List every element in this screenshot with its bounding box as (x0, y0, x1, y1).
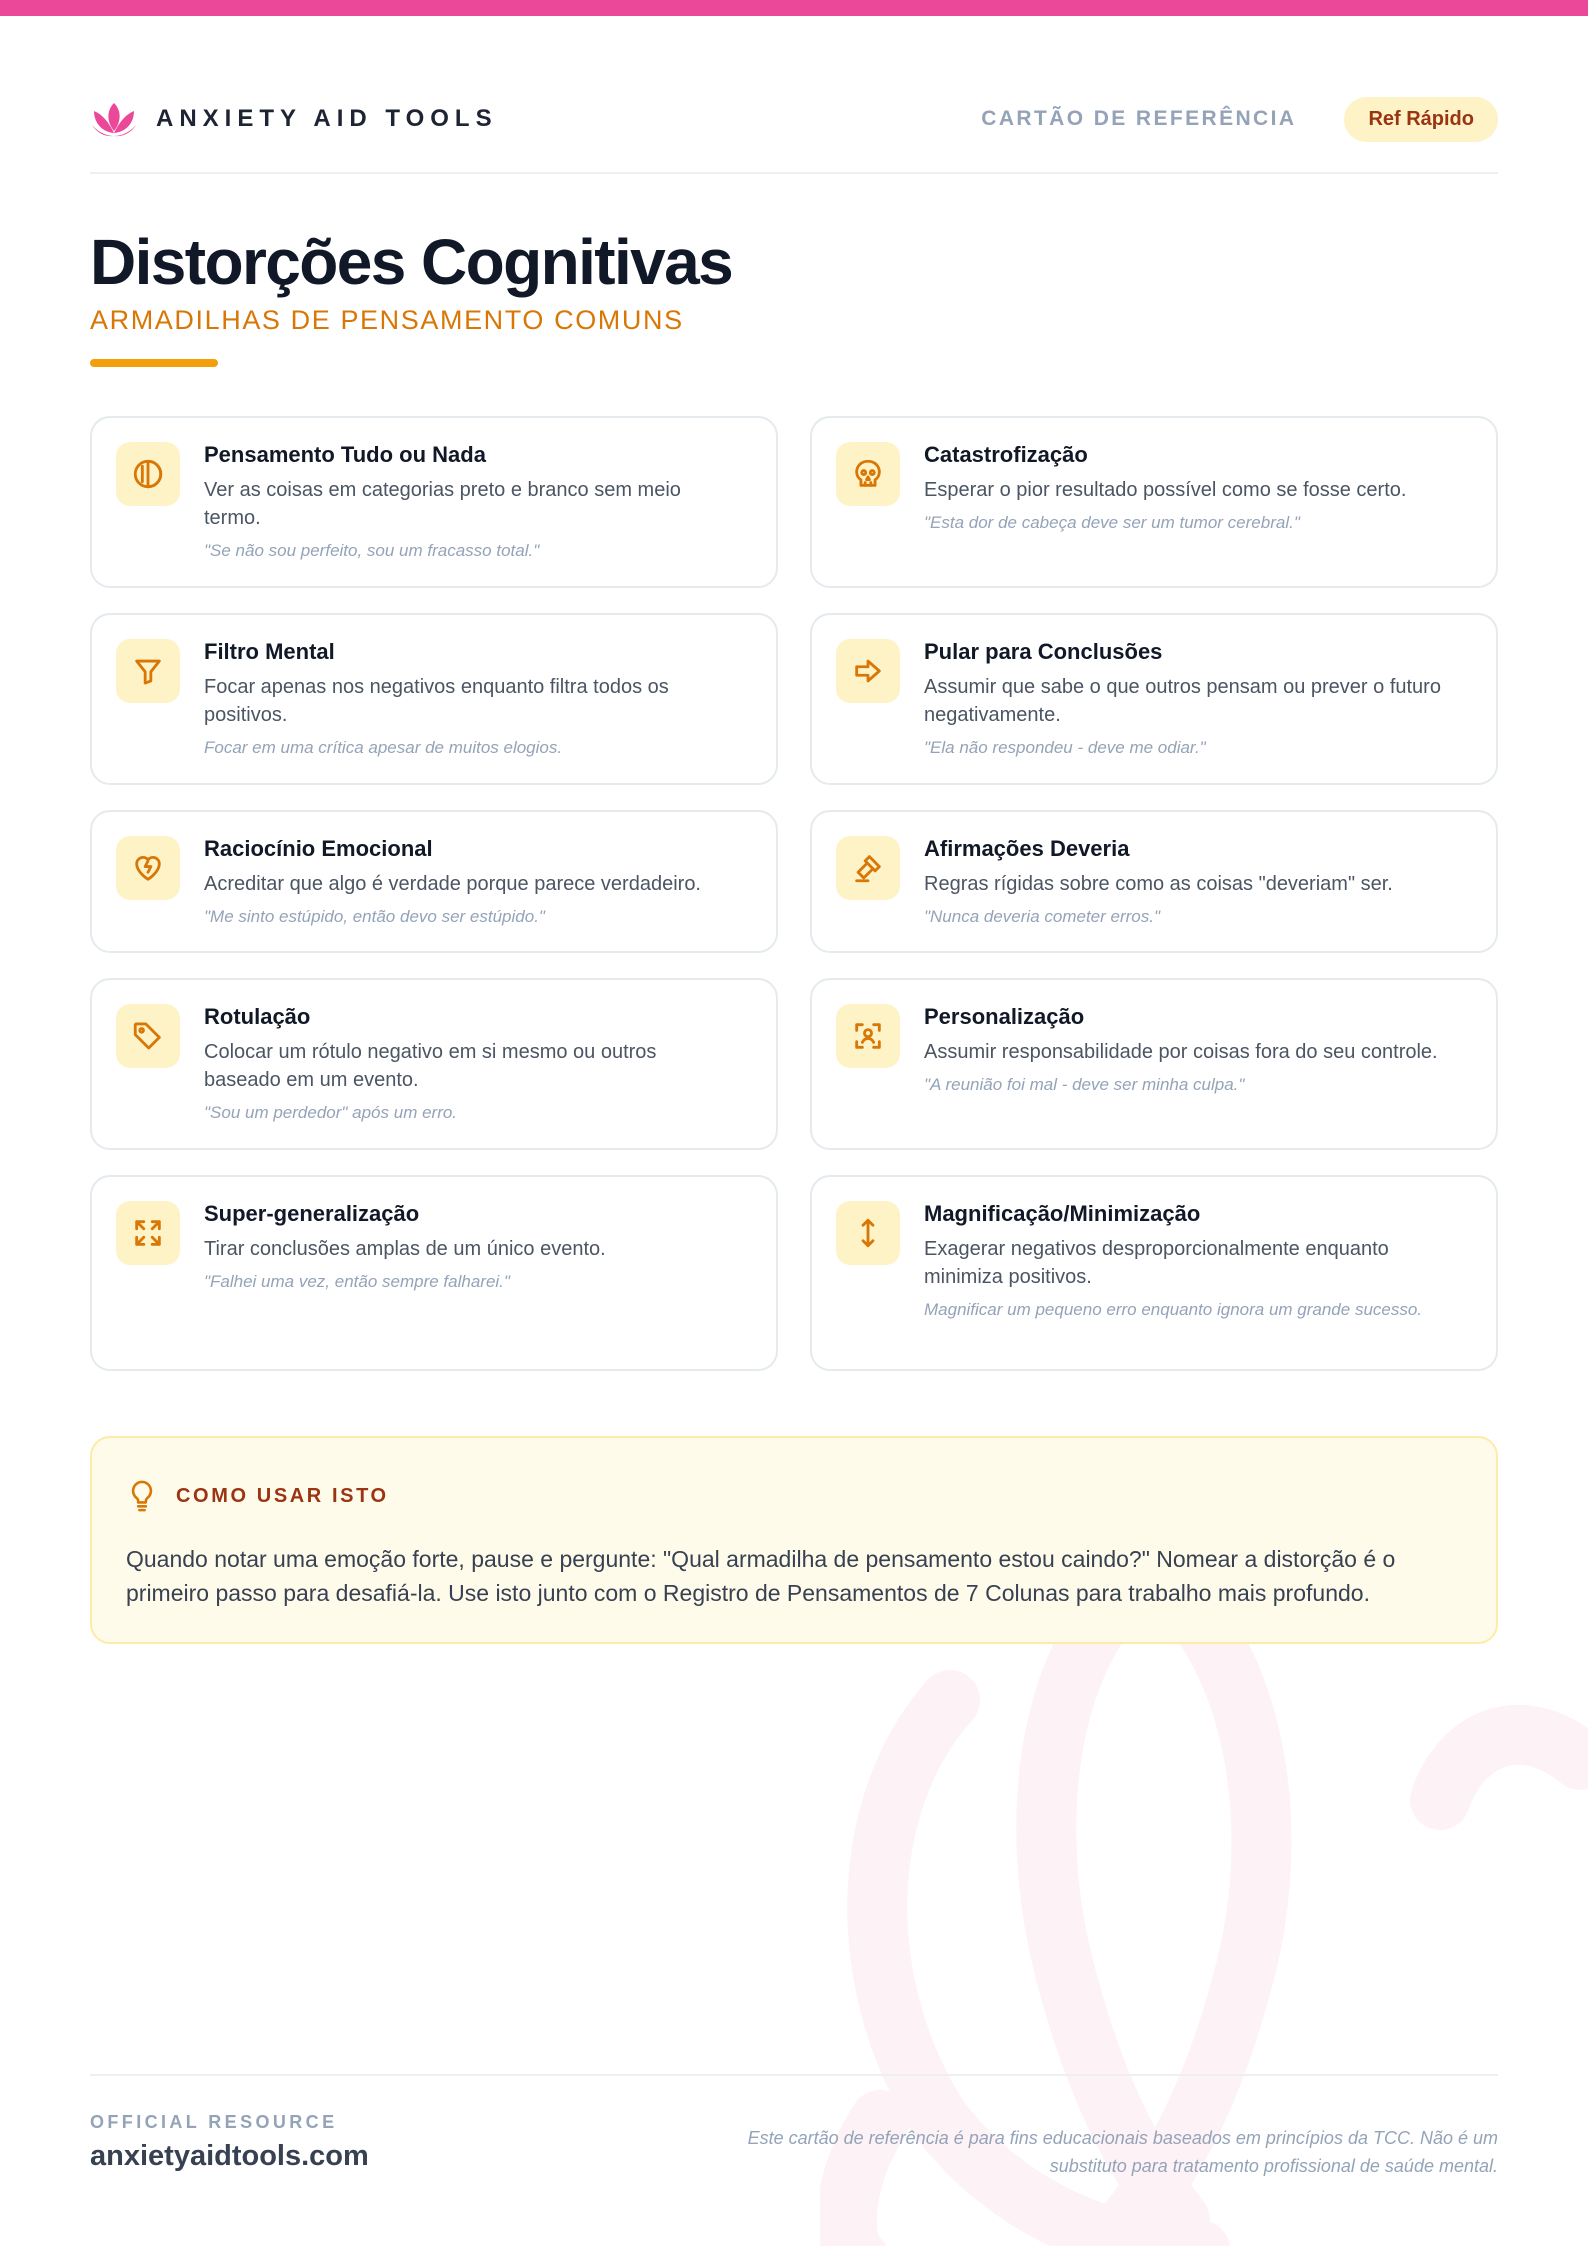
card-description: Acreditar que algo é verdade porque parece verdadeiro. (204, 873, 701, 895)
card-description: Regras rígidas sobre como as coisas "deveriam" ser. (924, 873, 1393, 895)
card-description: Assumir responsabilidade por coisas fora do seu controle. (924, 1041, 1438, 1063)
arrows-vertical-icon (836, 1201, 900, 1265)
page (90, 0, 1498, 2246)
card-example: Focar em uma crítica apesar de muitos elogios. (204, 738, 563, 757)
card-title: Rotulação (204, 1004, 311, 1029)
card-title: Magnificação/Minimização (924, 1201, 1201, 1226)
card-example: Magnificar um pequeno erro enquanto ignora um grande sucesso. (924, 1300, 1423, 1319)
title-underline (90, 359, 218, 367)
card-title: Personalização (924, 1004, 1085, 1029)
filter-icon (116, 639, 180, 703)
card-description: Tirar conclusões amplas de um único evento. (204, 1238, 606, 1260)
card-description: Exagerar negativos desproporcionalmente enquanto minimiza positivos. (924, 1238, 1389, 1288)
card-description: Assumir que sabe o que outros pensam ou prever o futuro negativamente. (924, 676, 1441, 726)
footer-label: OFFICIAL RESOURCE (90, 2112, 338, 2132)
skull-icon (836, 442, 900, 506)
card-magnification-minimization (810, 1175, 1498, 1371)
card-example: "Sou um perdedor" após um erro. (204, 1103, 458, 1122)
brand-name: ANXIETY AID TOOLS (156, 105, 498, 132)
page-title: Distorções Cognitivas (90, 226, 733, 298)
card-description: Colocar um rótulo negativo em si mesmo ou outros baseado em um evento. (204, 1041, 657, 1091)
card-overgeneralization (90, 1175, 778, 1371)
card-emotional-reasoning (90, 810, 778, 953)
card-title: Pensamento Tudo ou Nada (204, 442, 486, 467)
page-subtitle: ARMADILHAS DE PENSAMENTO COMUNS (90, 305, 684, 335)
card-title: Raciocínio Emocional (204, 836, 433, 861)
card-description: Ver as coisas em categorias preto e branco sem meio termo. (204, 479, 681, 529)
card-title: Filtro Mental (204, 639, 335, 664)
user-focus-icon (836, 1004, 900, 1068)
card-labeling (90, 978, 778, 1150)
card-description: Focar apenas nos negativos enquanto filtra todos os positivos. (204, 676, 669, 726)
card-title: Afirmações Deveria (924, 836, 1130, 861)
card-personalization (810, 978, 1498, 1150)
card-example: "Nunca deveria cometer erros." (924, 907, 1160, 926)
card-example: "A reunião foi mal - deve ser minha culpa." (924, 1075, 1245, 1094)
card-title: Super-generalização (204, 1201, 420, 1226)
quick-ref-badge: Ref Rápido (1344, 97, 1498, 142)
card-example: "Me sinto estúpido, então devo ser estúpido." (204, 907, 545, 926)
card-example: "Esta dor de cabeça deve ser um tumor cerebral." (924, 513, 1300, 532)
card-should-statements (810, 810, 1498, 953)
footer-url-link[interactable]: anxietyaidtools.com (90, 2140, 369, 2172)
gavel-icon (836, 836, 900, 900)
card-catastrophizing (810, 416, 1498, 588)
lotus-icon (90, 99, 138, 139)
circle-half-icon (116, 442, 180, 506)
brand[interactable] (90, 94, 498, 144)
how-to-use-header (126, 1478, 389, 1514)
arrow-right-icon (836, 639, 900, 703)
footer-disclaimer: Este cartão de referência é para fins educacionais baseados em princípios da TCC. Não é um substituto para tratamento profissional de saúde mental. (747, 2128, 1498, 2176)
heart-broken-icon (116, 836, 180, 900)
header (90, 92, 1498, 174)
card-description: Esperar o pior resultado possível como se fosse certo. (924, 479, 1407, 501)
header-right (981, 96, 1498, 142)
card-all-or-nothing (90, 416, 778, 588)
lightbulb-icon (126, 1478, 158, 1514)
card-example: "Se não sou perfeito, sou um fracasso total." (204, 541, 540, 560)
how-to-use-text: Quando notar uma emoção forte, pause e pergunte: "Qual armadilha de pensamento estou caindo?" Nomear a distorção é o primeiro passo para desafiá-la. Use isto junto com o Registro de Pensamentos de 7 Colunas para trabalho mais profundo. (126, 1546, 1396, 1606)
card-title: Catastrofização (924, 442, 1088, 467)
expand-icon (116, 1201, 180, 1265)
card-example: "Ela não respondeu - deve me odiar." (924, 738, 1206, 757)
how-to-use-box (90, 1436, 1498, 1644)
tag-icon (116, 1004, 180, 1068)
card-title: Pular para Conclusões (924, 639, 1163, 664)
footer (90, 2074, 1498, 2194)
card-mental-filter (90, 613, 778, 785)
reference-label: CARTÃO DE REFERÊNCIA (981, 107, 1297, 130)
card-example: "Falhei uma vez, então sempre falharei." (204, 1272, 510, 1291)
card-jumping-to-conclusions (810, 613, 1498, 785)
how-to-use-title: COMO USAR ISTO (176, 1484, 389, 1507)
